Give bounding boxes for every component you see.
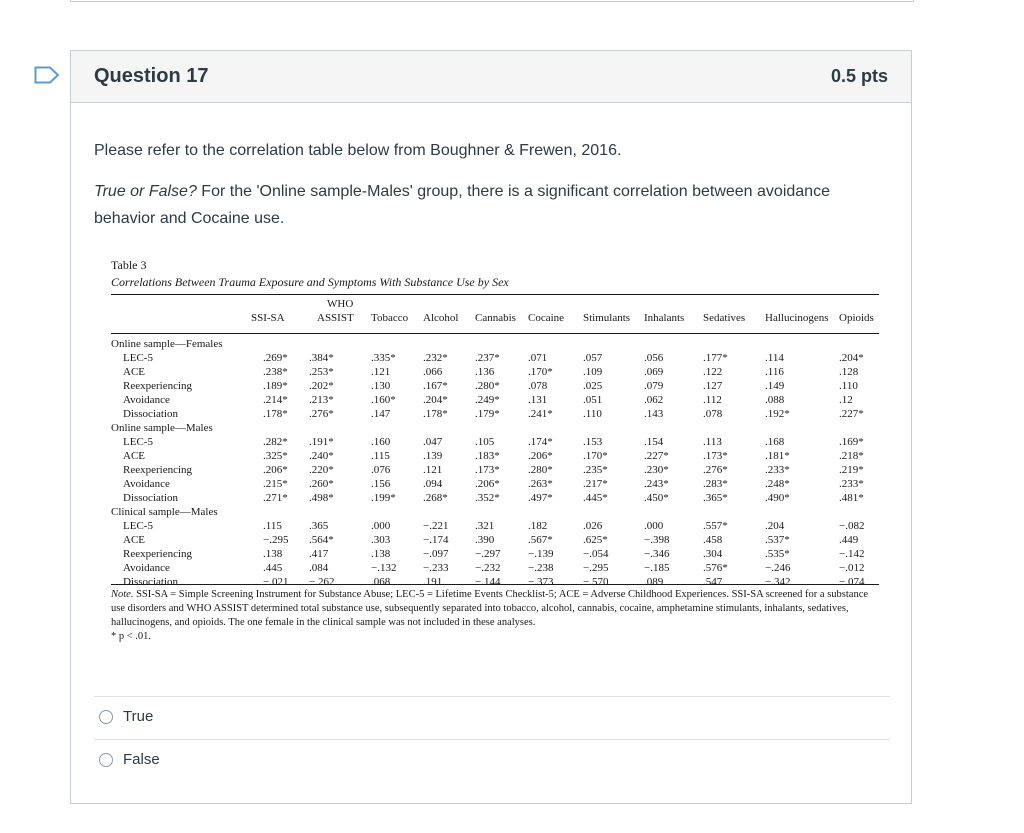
row-label: Reexperiencing bbox=[123, 548, 193, 560]
table-cell: .445 bbox=[263, 562, 283, 574]
table-cell: .206* bbox=[528, 450, 553, 462]
row-label: Dissociation bbox=[123, 576, 178, 588]
table-cell: −.262 bbox=[309, 576, 335, 588]
table-cell: .191 bbox=[423, 576, 443, 588]
table-cell: .547 bbox=[703, 576, 723, 588]
col-header: Hallucinogens bbox=[765, 312, 829, 324]
question-card bbox=[70, 50, 912, 804]
table-cell: .321 bbox=[475, 520, 495, 532]
table-cell: .156 bbox=[371, 478, 391, 490]
table-cell: .304 bbox=[703, 548, 723, 560]
question-text bbox=[94, 137, 874, 246]
table-cell: .047 bbox=[423, 436, 443, 448]
table-cell: .115 bbox=[263, 520, 282, 532]
row-label: Avoidance bbox=[123, 562, 170, 574]
row-label: LEC-5 bbox=[123, 520, 153, 532]
row-label: Dissociation bbox=[123, 492, 178, 504]
previous-question-box bbox=[70, 0, 914, 2]
table-cell: .282* bbox=[263, 436, 288, 448]
table-cell: .192* bbox=[765, 408, 790, 420]
radio-false[interactable] bbox=[99, 753, 113, 767]
col-header: Sedatives bbox=[703, 312, 746, 324]
table-cell: .564* bbox=[309, 534, 334, 546]
table-cell: .390 bbox=[475, 534, 495, 546]
table-cell: .240* bbox=[309, 450, 334, 462]
table-cell: .235* bbox=[583, 464, 608, 476]
table-cell: −.373 bbox=[528, 576, 554, 588]
table-cell: .283* bbox=[703, 478, 728, 490]
table-cell: .238* bbox=[263, 366, 288, 378]
question-header bbox=[71, 51, 911, 103]
table-cell: .066 bbox=[423, 366, 443, 378]
table-cell: .138 bbox=[371, 548, 391, 560]
answer-divider-middle bbox=[94, 739, 890, 740]
table-cell: −.295 bbox=[263, 534, 289, 546]
table-cell: −.185 bbox=[644, 562, 670, 574]
table-cell: .000 bbox=[371, 520, 391, 532]
table-cell: .625* bbox=[583, 534, 608, 546]
table-cell: .153 bbox=[583, 436, 603, 448]
table-cell: .365 bbox=[309, 520, 329, 532]
table-cell: .325* bbox=[263, 450, 288, 462]
table-cell: .160* bbox=[371, 394, 396, 406]
table-cell: −.238 bbox=[528, 562, 554, 574]
table-cell: .271* bbox=[263, 492, 288, 504]
table-cell: .121 bbox=[371, 366, 391, 378]
table-cell: .113 bbox=[703, 436, 722, 448]
table-cell: −.232 bbox=[475, 562, 501, 574]
table-cell: .189* bbox=[263, 380, 288, 392]
answer-option-false[interactable] bbox=[99, 751, 160, 768]
table-cell: .206* bbox=[475, 478, 500, 490]
table-cell: −.132 bbox=[371, 562, 397, 574]
table-cell: .365* bbox=[703, 492, 728, 504]
table-cell: .147 bbox=[371, 408, 391, 420]
table-cell: −.174 bbox=[423, 534, 449, 546]
table-cell: .094 bbox=[423, 478, 443, 490]
row-label: Avoidance bbox=[123, 394, 170, 406]
table-cell: −.142 bbox=[839, 548, 865, 560]
table-cell: .241* bbox=[528, 408, 553, 420]
table-cell: .217* bbox=[583, 478, 608, 490]
table-cell: .490* bbox=[765, 492, 790, 504]
table-cell: −.398 bbox=[644, 534, 670, 546]
col-header: SSI-SA bbox=[251, 312, 285, 324]
table-cell: .12 bbox=[839, 394, 853, 406]
table-cell: .276* bbox=[703, 464, 728, 476]
table-cell: .458 bbox=[703, 534, 723, 546]
table-cell: .230* bbox=[644, 464, 669, 476]
table-cell: .115 bbox=[371, 450, 390, 462]
table-cell: .206* bbox=[263, 464, 288, 476]
table-cell: .352* bbox=[475, 492, 500, 504]
table-cell: .248* bbox=[765, 478, 790, 490]
table-cell: −.221 bbox=[423, 520, 449, 532]
table-note bbox=[111, 584, 879, 644]
table-cell: .177* bbox=[703, 352, 728, 364]
answer-label-true: True bbox=[123, 708, 154, 725]
table-cell: .084 bbox=[309, 562, 329, 574]
table-cell: .237* bbox=[475, 352, 500, 364]
table-cell: .280* bbox=[528, 464, 553, 476]
table-cell: .149 bbox=[765, 380, 785, 392]
question-prompt bbox=[94, 178, 874, 232]
table-cell: .191* bbox=[309, 436, 334, 448]
group-header: Online sample—Females bbox=[111, 338, 223, 350]
answer-option-true[interactable] bbox=[99, 708, 153, 725]
table-cell: .218* bbox=[839, 450, 864, 462]
correlation-table-image bbox=[111, 258, 879, 644]
table-cell: −.297 bbox=[475, 548, 501, 560]
table-cell: −.233 bbox=[423, 562, 449, 574]
table-cell: .078 bbox=[528, 380, 548, 392]
table-cell: .276* bbox=[309, 408, 334, 420]
table-cell: .567* bbox=[528, 534, 553, 546]
table-cell: .136 bbox=[475, 366, 495, 378]
table-cell: .215* bbox=[263, 478, 288, 490]
table-cell: .170* bbox=[583, 450, 608, 462]
table-cell: .450* bbox=[644, 492, 669, 504]
col-header: Opioids bbox=[839, 312, 874, 324]
question-intro: Please refer to the correlation table below from Boughner & Frewen, 2016. bbox=[94, 142, 622, 159]
col-header: Tobacco bbox=[371, 312, 409, 324]
row-label: ACE bbox=[123, 366, 145, 378]
table-cell: .204* bbox=[839, 352, 864, 364]
table-cell: .199* bbox=[371, 492, 396, 504]
table-cell: −.346 bbox=[644, 548, 670, 560]
table-cell: .178* bbox=[423, 408, 448, 420]
col-header: Cannabis bbox=[475, 312, 516, 324]
table-cell: −.021 bbox=[263, 576, 289, 588]
table-cell: −.246 bbox=[765, 562, 791, 574]
table-cell: .112 bbox=[703, 394, 722, 406]
table-cell: −.139 bbox=[528, 548, 554, 560]
table-cell: .000 bbox=[644, 520, 664, 532]
table-cell: .071 bbox=[528, 352, 548, 364]
table-title: Correlations Between Trauma Exposure and Symptoms With Substance Use by Sex bbox=[111, 275, 879, 295]
table-cell: −.012 bbox=[839, 562, 865, 574]
note-label: Note. bbox=[111, 589, 134, 600]
table-cell: .127 bbox=[703, 380, 723, 392]
table-cell: .227* bbox=[839, 408, 864, 420]
group-header: Clinical sample—Males bbox=[111, 506, 218, 518]
table-cell: .535* bbox=[765, 548, 790, 560]
answer-divider-top bbox=[94, 696, 890, 697]
table-cell: .068 bbox=[371, 576, 391, 588]
table-cell: .263* bbox=[528, 478, 553, 490]
question-title: Question 17 bbox=[94, 65, 209, 87]
row-label: Reexperiencing bbox=[123, 380, 193, 392]
table-label: Table 3 bbox=[111, 258, 147, 272]
table-cell: .219* bbox=[839, 464, 864, 476]
table-cell: −.342 bbox=[765, 576, 791, 588]
radio-true[interactable] bbox=[99, 710, 113, 724]
table-cell: .088 bbox=[765, 394, 785, 406]
table-cell: .105 bbox=[475, 436, 495, 448]
table-cell: .025 bbox=[583, 380, 603, 392]
table-cell: .121 bbox=[423, 464, 443, 476]
table-cell: .268* bbox=[423, 492, 448, 504]
col-header: Stimulants bbox=[583, 312, 631, 324]
table-cell: .138 bbox=[263, 548, 283, 560]
table-cell: .481* bbox=[839, 492, 864, 504]
table-cell: .173* bbox=[475, 464, 500, 476]
table-cell: .181* bbox=[765, 450, 790, 462]
question-points: 0.5 pts bbox=[830, 66, 888, 86]
table-cell: .204* bbox=[423, 394, 448, 406]
table-cell: .280* bbox=[475, 380, 500, 392]
table-cell: .110 bbox=[839, 380, 858, 392]
row-label: ACE bbox=[123, 450, 145, 462]
table-cell: .202* bbox=[309, 380, 334, 392]
table-cell: −.570 bbox=[583, 576, 609, 588]
table-cell: .576* bbox=[703, 562, 728, 574]
table-cell: .253* bbox=[309, 366, 334, 378]
flag-question-icon[interactable] bbox=[34, 66, 60, 84]
table-cell: .169* bbox=[839, 436, 864, 448]
table-cell: .260* bbox=[309, 478, 334, 490]
col-header-who-bottom: ASSIST bbox=[317, 312, 354, 324]
table-cell: .051 bbox=[583, 394, 603, 406]
col-header: Cocaine bbox=[528, 312, 565, 324]
note-text: SSI-SA = Simple Screening Instrument for Substance Abuse; LEC-5 = Lifetime Events Checklist-5; ACE = Adverse Childhood Experiences. SSI-SA screened for a substance use disorders and WHO ASSIST determined total substance use, subsequently separated into tobacco, alcohol, cannabis, cocaine, amphetamine stimulants, inhalants, sedatives, hallucinogens, and opioids. The one female in the clinical sample was not included in these analyses. bbox=[111, 589, 869, 628]
row-label: ACE bbox=[123, 534, 145, 546]
row-label: LEC-5 bbox=[123, 436, 153, 448]
table-cell: .069 bbox=[644, 366, 664, 378]
table-cell: .079 bbox=[644, 380, 664, 392]
table-cell: .122 bbox=[703, 366, 723, 378]
table-cell: .183* bbox=[475, 450, 500, 462]
row-label: LEC-5 bbox=[123, 352, 153, 364]
table-cell: .179* bbox=[475, 408, 500, 420]
table-cell: −.074 bbox=[839, 576, 865, 588]
table-cell: .417 bbox=[309, 548, 329, 560]
table-cell: .143 bbox=[644, 408, 664, 420]
table-cell: .057 bbox=[583, 352, 603, 364]
table-cell: −.295 bbox=[583, 562, 609, 574]
table-cell: .249* bbox=[475, 394, 500, 406]
table-cell: .213* bbox=[309, 394, 334, 406]
table-cell: .269* bbox=[263, 352, 288, 364]
table-cell: .227* bbox=[644, 450, 669, 462]
note-significance: * p < .01. bbox=[111, 631, 152, 642]
table-cell: .114 bbox=[765, 352, 784, 364]
col-header-who-top: WHO bbox=[327, 298, 354, 310]
table-cell: .233* bbox=[765, 464, 790, 476]
table-cell: .498* bbox=[309, 492, 334, 504]
table-cell: .497* bbox=[528, 492, 553, 504]
table-cell: .167* bbox=[423, 380, 448, 392]
table-cell: −.082 bbox=[839, 520, 865, 532]
table-cell: .128 bbox=[839, 366, 859, 378]
table-cell: .139 bbox=[423, 450, 443, 462]
table-cell: .116 bbox=[765, 366, 784, 378]
table-cell: .449 bbox=[839, 534, 859, 546]
table-cell: .062 bbox=[644, 394, 664, 406]
table-cell: .109 bbox=[583, 366, 603, 378]
table-cell: .154 bbox=[644, 436, 664, 448]
table-cell: −.097 bbox=[423, 548, 449, 560]
table-cell: .131 bbox=[528, 394, 548, 406]
table-cell: .233* bbox=[839, 478, 864, 490]
table-cell: .168 bbox=[765, 436, 785, 448]
table-cell: .170* bbox=[528, 366, 553, 378]
table-cell: .178* bbox=[263, 408, 288, 420]
col-header: Alcohol bbox=[423, 312, 459, 324]
table-cell: .173* bbox=[703, 450, 728, 462]
table-cell: .232* bbox=[423, 352, 448, 364]
table-cell: .174* bbox=[528, 436, 553, 448]
table-cell: .110 bbox=[583, 408, 602, 420]
row-label: Dissociation bbox=[123, 408, 178, 420]
table-cell: .076 bbox=[371, 464, 391, 476]
table-cell: .026 bbox=[583, 520, 603, 532]
prompt-rest: For the 'Online sample-Males' group, there is a significant correlation between avoidance behavior and Cocaine use. bbox=[94, 183, 830, 227]
table-cell: .243* bbox=[644, 478, 669, 490]
table-cell: .220* bbox=[309, 464, 334, 476]
group-header: Online sample—Males bbox=[111, 422, 213, 434]
table-cell: .089 bbox=[644, 576, 664, 588]
table-cell: .078 bbox=[703, 408, 723, 420]
prompt-lead: True or False? bbox=[94, 183, 197, 200]
table-cell: .204 bbox=[765, 520, 785, 532]
table-cell: −.054 bbox=[583, 548, 609, 560]
table-cell: .182 bbox=[528, 520, 548, 532]
table-cell: .445* bbox=[583, 492, 608, 504]
row-label: Avoidance bbox=[123, 478, 170, 490]
table-cell: .303 bbox=[371, 534, 391, 546]
table-cell: .130 bbox=[371, 380, 391, 392]
table-cell: .335* bbox=[371, 352, 396, 364]
table-body bbox=[111, 334, 879, 588]
table-cell: .160 bbox=[371, 436, 391, 448]
table-cell: .557* bbox=[703, 520, 728, 532]
col-header: Inhalants bbox=[644, 312, 685, 324]
table-cell: .384* bbox=[309, 352, 334, 364]
table-cell: .056 bbox=[644, 352, 664, 364]
answer-label-false: False bbox=[123, 751, 160, 768]
row-label: Reexperiencing bbox=[123, 464, 193, 476]
table-cell: .214* bbox=[263, 394, 288, 406]
table-cell: −.144 bbox=[475, 576, 501, 588]
table-cell: .537* bbox=[765, 534, 790, 546]
table-header-row bbox=[111, 295, 879, 334]
